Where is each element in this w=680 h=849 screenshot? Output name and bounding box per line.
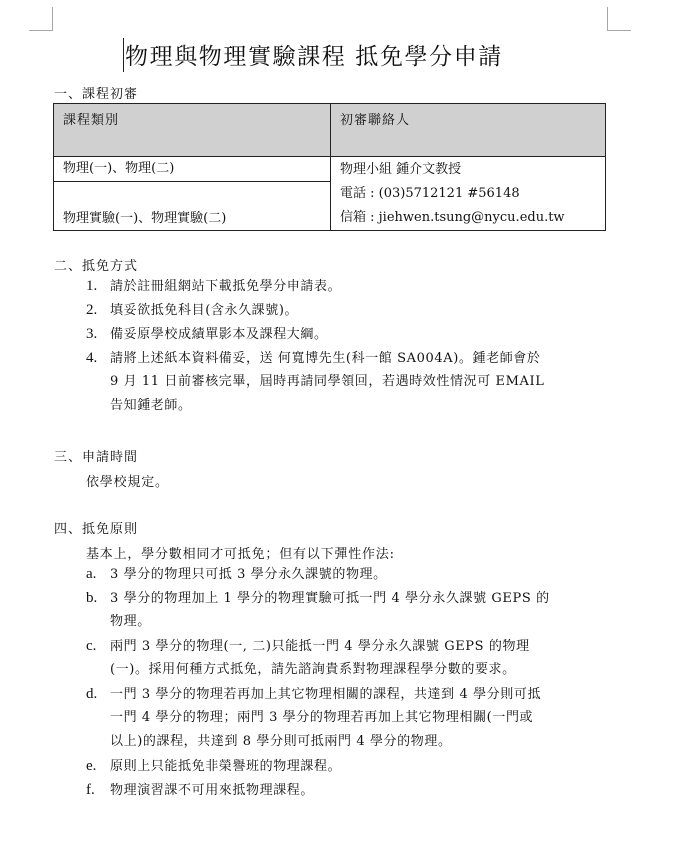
list-text-continued: 一門 4 學分的物理；兩門 3 學分的物理若再加上其它物理相關(一門或 <box>110 710 534 725</box>
list-text-continued: 以上)的課程，共達到 8 學分則可抵兩門 4 學分的物理。 <box>110 734 452 749</box>
list-text: 請於註冊組網站下載抵免學分申請表。 <box>110 279 342 294</box>
list-item <box>86 778 314 803</box>
section-heading-review: 一、課程初審 <box>54 87 139 102</box>
list-text: 3 學分的物理加上 1 學分的物理實驗可抵一門 4 學分永久課號 GEPS 的 <box>110 591 550 606</box>
principles-intro: 基本上，學分數相同才可抵免；但有以下彈性作法: <box>86 547 395 562</box>
section-heading-method: 二、抵免方式 <box>54 259 139 274</box>
list-marker: 2. <box>86 302 98 318</box>
page-corner-mark-top-right <box>607 7 631 31</box>
list-marker: a. <box>86 566 97 582</box>
list-text-continued: (一)。採用何種方式抵免，請先諮詢貴系對物理課程學分數的要求。 <box>110 662 516 677</box>
list-text: 3 學分的物理只可抵 3 學分永久課號的物理。 <box>110 567 387 582</box>
list-item <box>86 562 387 587</box>
list-item <box>86 322 328 347</box>
header-course-category: 課程類別 <box>54 104 331 157</box>
table-row <box>54 157 606 182</box>
section-heading-principles: 四、抵免原則 <box>54 522 139 537</box>
section-heading-time: 三、申請時間 <box>54 450 139 465</box>
review-table <box>53 103 606 231</box>
list-text: 原則上只能抵免非榮譽班的物理課程。 <box>110 759 342 774</box>
list-item <box>86 298 298 323</box>
list-marker: 4. <box>86 350 98 366</box>
cell-course-physics: 物理(一)、物理(二) <box>54 157 331 182</box>
list-item <box>86 346 541 371</box>
list-item <box>86 754 341 779</box>
contact-name: 物理小組 鍾介文教授 <box>340 162 462 177</box>
list-marker: f. <box>86 782 95 798</box>
cell-course-physics-lab: 物理實驗(一)、物理實驗(二) <box>54 181 331 230</box>
list-item <box>86 682 541 707</box>
text-cursor <box>123 38 124 72</box>
list-text: 請將上述紙本資料備妥，送 何寬博先生(科一館 SA004A)。鍾老師會於 <box>110 351 541 366</box>
list-marker: 3. <box>86 326 98 342</box>
list-text-continued: 9 月 11 日前審核完畢，屆時再請同學領回，若遇時效性情況可 EMAIL <box>110 374 545 389</box>
list-item <box>86 634 530 659</box>
list-marker: b. <box>86 590 98 606</box>
table-header-row <box>54 104 606 157</box>
list-marker: e. <box>86 758 97 774</box>
document-title[interactable]: 物理與物理實驗課程 抵免學分申請 <box>125 44 503 70</box>
list-text: 備妥原學校成績單影本及課程大綱。 <box>110 327 328 342</box>
contact-phone: 電話 : (03)5712121 #56148 <box>340 186 520 201</box>
list-item <box>86 274 341 299</box>
list-text: 填妥欲抵免科目(含永久課號)。 <box>110 303 299 318</box>
application-time-text: 依學校規定。 <box>86 475 169 490</box>
list-text: 一門 3 學分的物理若再加上其它物理相關的課程，共達到 4 學分則可抵 <box>110 687 542 702</box>
list-marker: d. <box>86 686 98 702</box>
contact-email[interactable]: 信箱 : jiehwen.tsung@nycu.edu.tw <box>340 210 565 225</box>
list-text-continued: 物理。 <box>110 614 151 629</box>
list-text: 物理演習課不可用來抵物理課程。 <box>110 783 315 798</box>
list-text-continued: 告知鍾老師。 <box>110 398 192 413</box>
header-reviewer-contact: 初審聯絡人 <box>331 104 606 157</box>
list-marker: 1. <box>86 278 98 294</box>
list-text: 兩門 3 學分的物理(一, 二)只能抵一門 4 學分永久課號 GEPS 的物理 <box>110 639 530 654</box>
cell-contact-info <box>331 157 606 231</box>
page-corner-mark-top-left <box>29 7 53 31</box>
list-item <box>86 586 550 611</box>
list-marker: c. <box>86 638 97 654</box>
